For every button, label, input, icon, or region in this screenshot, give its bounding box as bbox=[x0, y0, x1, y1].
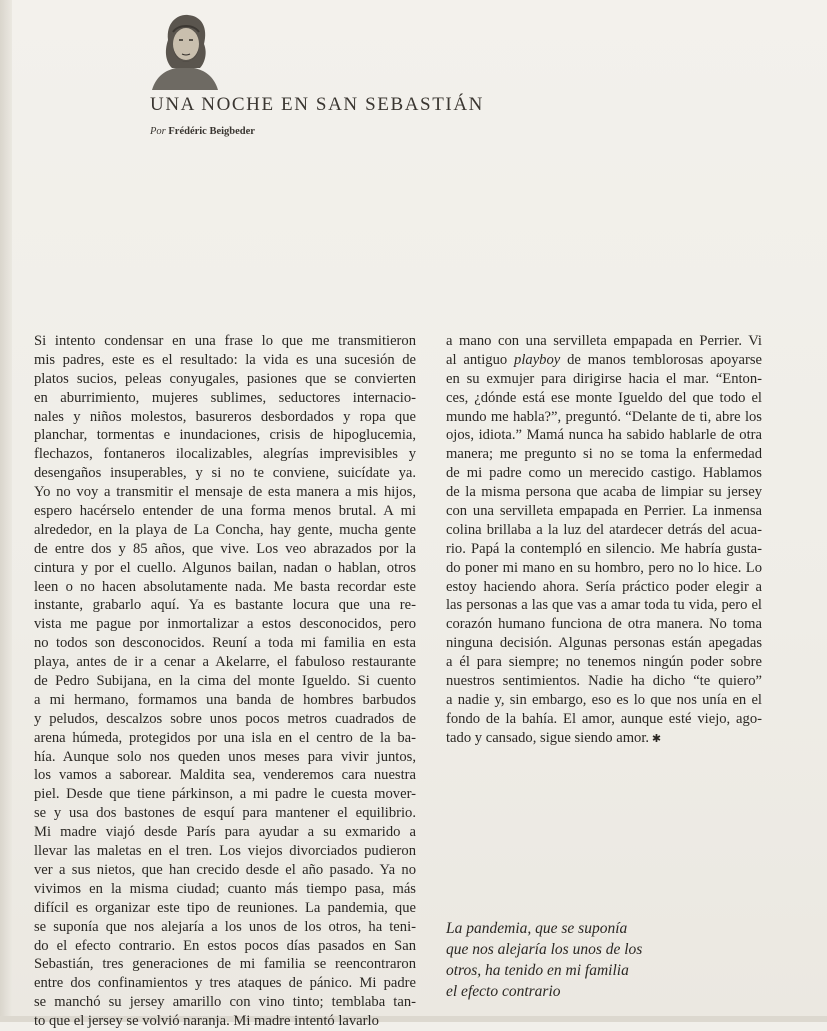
body-line: flechazos, fontaneros ilocalizables, alegrías imprevisibles y bbox=[34, 446, 416, 463]
body-line: a mi hermano, formamos una banda de hombres barbudos bbox=[34, 691, 416, 708]
body-line: se y usa dos bastones de esquí para mantener el equilibrio. bbox=[34, 805, 416, 822]
body-line: leen o no hacen absolutamente nada. Me basta recordar este bbox=[34, 578, 416, 595]
pull-quote bbox=[446, 918, 776, 1002]
body-line: y peludos, descalzos sobre unos pocos metros cuadrados de bbox=[34, 710, 416, 727]
body-line: mundo me habla?”, preguntó. “Delante de ti, abre los bbox=[446, 408, 762, 425]
author-portrait-illustration bbox=[146, 10, 224, 92]
body-line: al antiguo playboy de manos temblorosas apoyarse bbox=[446, 351, 762, 368]
body-line: platos sucios, peleas conyugales, pasiones que se convierten bbox=[34, 370, 416, 387]
author-name: Frédéric Beigbeder bbox=[168, 126, 255, 137]
body-line: piel. Desde que tiene párkinson, a mi padre le cuesta mover- bbox=[34, 786, 416, 803]
body-line: desengaños insuperables, y si no te conviene, suicídate ya. bbox=[34, 465, 416, 482]
byline-prefix: Por bbox=[150, 126, 166, 137]
body-line: entre dos confinamientos y tres ataques de pánico. Mi padre bbox=[34, 975, 416, 992]
body-line: cintura y por el cuello. Algunos bailan, nadan o hablan, otros bbox=[34, 559, 416, 576]
body-line: se manchó su jersey amarillo con vino tinto; temblaba tan- bbox=[34, 994, 416, 1011]
body-line: Mi madre viajó desde París para ayudar a su exmarido a bbox=[34, 824, 416, 841]
body-line: arena húmeda, protegidos por una isla en el centro de la ba- bbox=[34, 729, 416, 746]
body-line: mis padres, este es el resultado: la vida es una sucesión de bbox=[34, 351, 416, 368]
body-line: espero hacérselo entender de una forma menos brutal. A mi bbox=[34, 503, 416, 520]
body-line: llevar las maletas en el tren. Los viejos divorciados pudieron bbox=[34, 843, 416, 860]
body-line: instante, grabarlo aquí. Ya es bastante locura que una re- bbox=[34, 597, 416, 614]
body-line: de entre dos y 85 años, que vive. Los veo abrazados por la bbox=[34, 540, 416, 557]
body-line: de la misma persona que acaba de limpiar su jersey bbox=[446, 484, 762, 501]
pull-quote-line: que nos alejaría los unos de los bbox=[446, 941, 643, 958]
body-line: tado y cansado, sigue siendo amor. ✱ bbox=[446, 729, 662, 746]
pull-quote-line: otros, ha tenido en mi familia bbox=[446, 962, 629, 979]
body-line: nuestros sentimientos. Nadie ha dicho “te quiero” bbox=[446, 673, 762, 690]
body-line: de Pedro Subijana, en la cima del monte Igueldo. Si cuento bbox=[34, 673, 416, 690]
body-line: colina brillaba a la luz del atardecer detrás del acua- bbox=[446, 521, 762, 538]
pull-quote-line: el efecto contrario bbox=[446, 983, 561, 1000]
body-line: Si intento condensar en una frase lo que me transmitieron bbox=[34, 333, 416, 349]
body-line: a él para siempre; no tenemos ningún poder sobre bbox=[446, 654, 762, 671]
body-line: do poner mi mano en su hombro, pero no lo hice. Lo bbox=[446, 559, 762, 576]
body-line: fondo de la bahía. El amor, aunque esté viejo, ago- bbox=[446, 710, 762, 727]
body-line: vivimos en la misma ciudad; cuanto más tiempo pasa, más bbox=[34, 880, 416, 897]
body-line: no todos son desconocidos. Reuní a toda mi familia en esta bbox=[34, 635, 416, 652]
body-line: vista me pague por inmortalizar a estos desconocidos, pero bbox=[34, 616, 416, 633]
body-line: nales y niños molestos, basureros desbordados y ropa que bbox=[34, 408, 416, 425]
body-line: en aburrimiento, mujeres sublimes, seductores internacio- bbox=[34, 389, 416, 406]
body-line: Yo no voy a transmitir el mensaje de esta manera a mis hijos, bbox=[34, 484, 416, 501]
body-line: con una servilleta empapada en Perrier. La inmensa bbox=[446, 503, 762, 520]
body-line: de mi padre como un merecido castigo. Hablamos bbox=[446, 465, 762, 482]
byline bbox=[150, 126, 255, 137]
body-line: hía. Aunque solo nos queden unos meses para vivir juntos, bbox=[34, 748, 416, 765]
body-line: corazón humano funciona de otra manera. No toma bbox=[446, 616, 762, 633]
body-line: las personas a las que vas a amar toda tu vida, pero el bbox=[446, 597, 762, 614]
body-line: ces, ¿dónde está ese monte Igueldo del que todo el bbox=[446, 389, 762, 406]
body-line: se suponía que nos alejaría a los unos de los otros, ha teni- bbox=[34, 918, 416, 935]
body-line: los vamos a saborear. Maldita sea, venderemos cara nuestra bbox=[34, 767, 416, 784]
body-line: alrededor, en la playa de La Concha, hay gente, mucha gente bbox=[34, 521, 416, 538]
body-line: planchar, tormentas e inundaciones, crisis de hipoglucemia, bbox=[34, 427, 416, 444]
body-line: a mano con una servilleta empapada en Perrier. Vi bbox=[446, 333, 762, 349]
body-line: estoy haciendo ahora. Sería práctico poder elegir a bbox=[446, 578, 762, 595]
body-line: ver a sus nietos, que han crecido desde el año pasado. Ya no bbox=[34, 861, 416, 878]
body-line: rio. Papá la contempló en silencio. Me habría gusta- bbox=[446, 540, 762, 557]
body-line: a nadie y, sin embargo, eso es lo que nos unía en el bbox=[446, 691, 762, 708]
article-title: UNA NOCHE EN SAN SEBASTIÁN bbox=[150, 94, 485, 115]
body-line: manera; me pregunto si no se toma la enfermedad bbox=[446, 446, 762, 463]
body-line: to que el jersey se volvió naranja. Mi madre intentó lavarlo bbox=[34, 1013, 379, 1030]
article-body-right-column bbox=[446, 332, 762, 748]
body-line: ojos, idiota.” Mamá nunca ha sabido hablarle de otra bbox=[446, 427, 762, 444]
end-of-article-mark: ✱ bbox=[649, 732, 662, 745]
pull-quote-line: La pandemia, que se suponía bbox=[446, 920, 628, 937]
body-line: do el efecto contrario. En estos pocos días pasados en San bbox=[34, 937, 416, 954]
body-line: playa, antes de ir a cenar a Akelarre, el fabuloso restaurante bbox=[34, 654, 416, 671]
body-line: en su exmujer para dirigirse hacia el mar. “Enton- bbox=[446, 370, 762, 387]
body-line: ninguna decisión. Algunas personas están apegadas bbox=[446, 635, 762, 652]
article-body-left-column bbox=[34, 332, 416, 1031]
body-line: difícil es organizar este tipo de reuniones. La pandemia, que bbox=[34, 899, 416, 916]
page-left-edge-shadow bbox=[0, 0, 12, 1022]
body-line: Sebastián, tres generaciones de mi familia se reencontraron bbox=[34, 956, 416, 973]
